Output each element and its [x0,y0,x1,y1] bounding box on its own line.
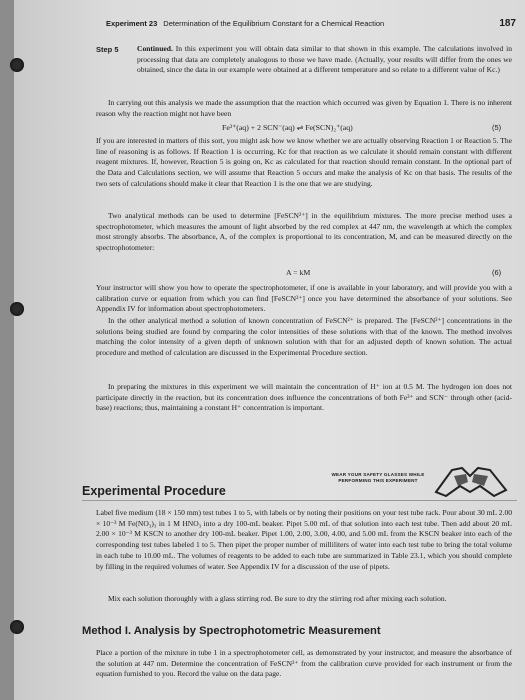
step-number: Step 5 [96,45,119,54]
methods-text: Two analytical methods can be used to determine [FeSCN²⁺] in the equilibrium mixtures. The more precise method uses a spectrophotometer, which measures the amount of light absorbed by the red complex at 447 nm, the wavelength at which the complex most strongly absorbs. The absorbance, A, of the complex is proportional to its concentration, M, and can be measured directly on the spectrophotometer: [96,211,512,253]
assumption-paragraph [96,98,512,119]
step-label [96,45,119,54]
equation-5-number: (5) [492,123,502,132]
reaction-paragraph [96,136,512,190]
experiment-number: Experiment 23 [106,19,158,28]
safety-goggles-icon [432,462,510,498]
equation-6-number: (6) [492,268,502,277]
methods-paragraph [96,211,512,254]
method1-heading: Method I. Analysis by Spectrophotometric Measurement [82,625,381,637]
step5-paragraph [137,44,512,76]
method1-paragraph [96,648,512,680]
equation-6: A = kM [286,268,311,277]
instructor-text: Your instructor will show you how to operate the spectrophotometer, if one is available in your laboratory, and will provide you with a calibration curve or equation from which you can find [FeSCN²⁺] once you have determined the absorbance of your solutions. See Appendix IV for information about spectrophotometers. [96,283,512,314]
equation-5: Fe³⁺(aq) + 2 SCN⁻(aq) ⇌ Fe(SCN)₂⁺(aq) [222,123,353,132]
section-divider [82,500,517,501]
other-method-text: In the other analytical method a solution of known concentration of FeSCN²⁺ is prepared. The [FeSCN²⁺] concentrations in the solutions being studied are found by comparing the color intensities of these solutions with that of the known. The method involves matching the color intensity of a given depth of unknown solution with that for an adjusted depth of known solution. The actual procedure and method of calculation are discussed in the Experimental Procedure section. [96,316,512,358]
hplus-paragraph [96,382,512,414]
running-header [106,18,516,29]
procedure-heading: Experimental Procedure [82,484,226,498]
safety-note: WEAR YOUR SAFETY GLASSES WHILE PERFORMING THIS EXPERIMENT [331,472,425,483]
procedure-paragraph-1 [96,508,512,572]
instructor-paragraph [96,283,512,315]
experiment-title: Determination of the Equilibrium Constant for a Chemical Reaction [163,19,385,28]
procedure-text-2: Mix each solution thoroughly with a glass stirring rod. Be sure to dry the stirring rod after mixing each solution. [108,594,447,603]
binder-hole-bottom [10,620,24,634]
procedure-paragraph-2 [96,594,512,605]
binder-hole-middle [10,302,24,316]
hplus-text: In preparing the mixtures in this experiment we will maintain the concentration of H⁺ ion at 0.5 M. The hydrogen ion does not participate directly in the reaction, but its concentration does influence the concentrations of both Fe³⁺ and SCN⁻ through other (acid-base) reactions; thus, maintaining a constant H⁺ concentration is important. [96,382,513,413]
step5-text: In this experiment you will obtain data similar to that shown in this example. The calculations involved in processing that data are completely analogous to those we have made. (Actually, your results will differ from the ones we obtained, since the data in our example were obtained at a different temperature and so relate to a different value of Kc.) [137,44,512,75]
method1-text: Place a portion of the mixture in tube 1 in a spectrophotometer cell, as demonstrated by your instructor, and measure the absorbance of the solution at 447 nm. Determine the concentration of FeSCN²⁺ from the calibration curve provided for each instrument or from the equation furnished to you. Record the value on the data page. [96,648,512,679]
page-number: 187 [499,18,516,29]
assumption-text: In carrying out this analysis we made the assumption that the reaction which occurred was given by Equation 1. There is no inherent reason why the reaction might not have been [96,98,512,118]
textbook-page [14,0,525,700]
step5-continued: Continued. [137,44,173,53]
other-method-paragraph [96,316,512,359]
reaction-text: If you are interested in matters of this sort, you might ask how we know whether we are actually observing Reaction 1 or Reaction 5. The line of reasoning is as follows. If Reaction 1 is occurring, Kc for that reaction as we calculate it should remain constant with different reagent mixtures. If, however, Reaction 5 is going on, Kc as calculated for that reaction should remain constant. In the optional part of the Data and Calculations section, we will assume that Reaction 5 occurs and make the analysis of Kc on that basis. The results of the two sets of calculations should make it clear that Reaction 1 is the one that we are studying. [96,136,512,188]
binder-hole-top [10,58,24,72]
procedure-text-1: Label five medium (18 × 150 mm) test tubes 1 to 5, with labels or by noting their positions on your test tube rack. Pour about 30 mL 2.00 × 10⁻³ M Fe(NO₃)₃ in 1 M HNO₃ into a dry 100-mL beaker. Pipet 5.00 mL of that solution into each test tube. Then add about 20 mL 2.00 × 10⁻³ M KSCN to another dry 100-mL beaker. Pipet 1.00, 2.00, 3.00, 4.00, and 5.00 mL from the KSCN beaker into each of the corresponding test tubes labeled 1 to 5. Then pipet the proper number of milliliters of water into each test tube to bring the total volume in each tube to 10.00 mL. The volumes of reagents to be added to each tube are summarized in Table 23.1, which you should complete by filling in the required volumes of water. See Appendix IV for a discussion of the use of pipets. [96,508,512,571]
